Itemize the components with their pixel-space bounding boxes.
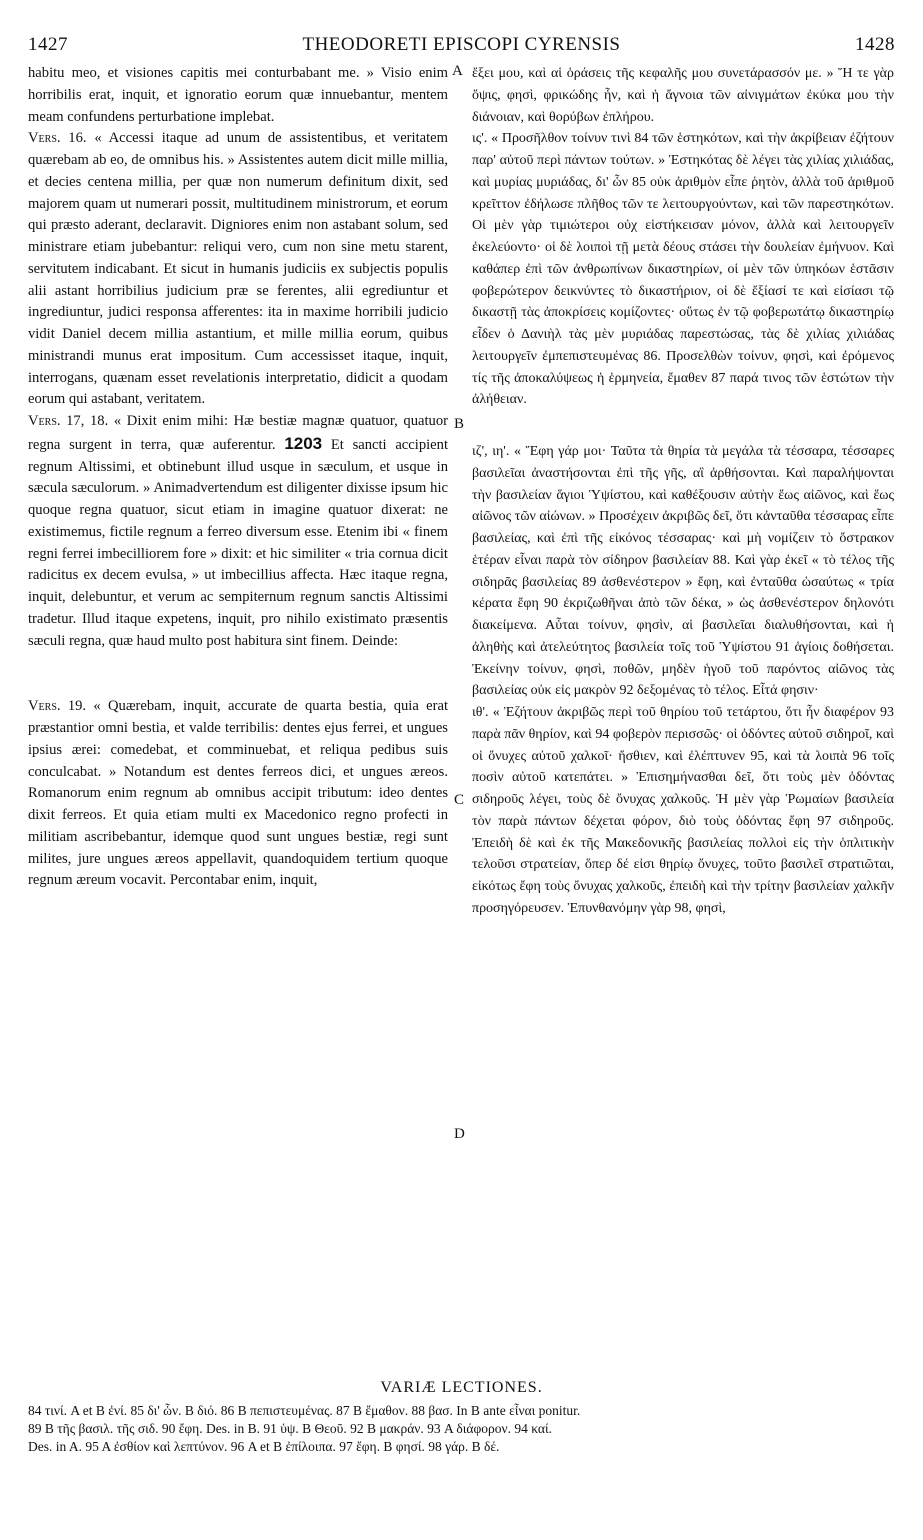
verse-label: ιζ', ιη'. <box>472 444 510 459</box>
spacer <box>28 652 448 696</box>
running-title: THEODORETI EPISCOPI CYRENSIS <box>302 34 621 55</box>
latin-paragraph: habitu meo, et visiones capitis mei conturbabant me. » Visio enim horribilis erat, inquit, et ignoratio eorum quæ innuebantur, mentem meam confundens perturbatione implebat. <box>28 65 448 125</box>
greek-paragraph: ιζ', ιη'. « Ἔφη γάρ μοι· Ταῦτα τὰ θηρία τὰ μεγάλα τὰ τέσσαρα, τέσσαρες βασιλεῖαι ἀναστήσονται ἐπὶ τῆς γῆς, αἳ ἀρθήσονται. Καὶ παραλήψονται τὴν βασιλείαν ἅγιοι Ὑψίστου, καὶ καθέξουσιν αὐτὴν ἕως αἰῶνος, καὶ ἕως αἰῶνος τῶν αἰώνων. » Προσέχειν ἀκριβῶς δεῖ, ὅτι κἀνταῦθα τέσσαρας εἶπε βασιλείας, καὶ ἐπὶ τῆς εἰκόνος τέσσαρας· καὶ μὴ νομίζειν τὸ ὄστρακον ἑτέραν εἶναι παρὰ τὸν σίδηρον βασιλείαν 88. Καὶ γὰρ ἐκεῖ « τὸ τέλος τῆς σιδηρᾶς βασιλείας 89 ἀσθενέστερον » ἔφη, καὶ ἐνταῦθα ὡσαύτως « τρία κέρατα ἔφη 90 ἐκριζωθῆναι ἀπὸ τῶν δέκα, » ὡς ἀσθενέστερον δηλονότι διακείμενα. Αὗται τοίνυν, φησὶν, αἱ βασιλεῖαι διαλυθήσονται, καὶ ἡ ἀληθὴς καὶ ἀτελεύτητος βασιλεία τοῖς τοῦ Ὑψίστου 91 ἁγίοις δοθήσεται. Ἐκείνην τοίνυν, φησὶ, ποθῶν, μηδὲν ἡγοῦ τοῦ παρόντος αἰῶνος τὰς βασιλείας οὐκ εἰς μακρὸν 92 δεξομένας τὸ τέλος. Εἶτά φησιν· <box>472 444 894 699</box>
latin-paragraph: Vers. 19. « Quærebam, inquit, accurate de quarta bestia, quia erat præstantior omni bestia, et valde terribilis: dentes ejus ferrei, et ungues ipsius ærei: comedebat, et comminuebat, et reliqua pedibus suis conculcabat. » Notandum est dentes ferreos dici, et ungues æreos. Romanorum enim regnum ab omnibus accipit tributum: ideo dentes dixit ferreos. Et quia etiam multi ex Macedonico regno profecti in militiam ascribebantur, idemque quod sunt ungues bestiæ, regi sunt milites, jure ungues æreos appellavit, quandoquidem tertium quoque regnum æreum vocavit. Percontabar enim, inquit, <box>28 698 449 889</box>
latin-column <box>28 63 448 892</box>
note-line: Des. in A. 95 A ἐσθίον καὶ λεπτύνον. 96 A et B ἐπίλοιπα. 97 ἔφη. B φησί. 98 γάρ. B δέ. <box>28 1439 500 1454</box>
variae-lectiones-heading: VARIÆ LECTIONES. <box>380 1379 543 1396</box>
greek-paragraph: ἔξει μου, καὶ αἱ ὁράσεις τῆς κεφαλῆς μου συνετάρασσόν με. » Ἥ τε γὰρ ὄψις, φησὶ, φρικώδης ἦν, καὶ ἡ ἄγνοια τῶν αἰνιγμάτων ἐκύκα μου τὴν διάνοιαν, καὶ θορύβων ἐπλήρου. <box>472 66 894 125</box>
column-number: 1203 <box>284 433 323 453</box>
verse-label: ιθ'. <box>472 705 489 720</box>
verse-label: Vers. 19. <box>28 698 87 715</box>
margin-letter-b: B <box>454 416 465 432</box>
margin-letter-c: C <box>454 792 465 808</box>
note-line: 84 τινί. A et B ἐνί. 85 δι' ὧν. B διό. 86 B πεπιστευμένας. 87 B ἔμαθον. 88 βασ. In B ante εἶναι ponitur. <box>28 1403 581 1418</box>
margin-letter-a: A <box>452 63 463 79</box>
page-header <box>28 34 895 58</box>
latin-paragraph: Vers. 16. « Accessi itaque ad unum de assistentibus, et veritatem quærebam ab eo, de omnibus his. » Assistentes autem dicit mille millia, et decies centena millia, per quæ non numerum definitum dixit, sed majorem quam ut numerari possit, multitudinem ministrorum, et eorum qui præsto aderant, declaravit. Digniores enim non astabant solum, sed ministrare etiam jubebantur: reliqui vero, cum non sine metu starent, servitutem indicabant. Et sicut in humanis judiciis ex subjectis populis alii astant horribilius judicium præ se ferentes, alii egrediuntur et ingrediuntur, judici responsa afferentes: ita in maxime horribili judicio vidit Daniel decem millia astantium, et mille millia eorum, quibus ministrandi munus erat impositum. Cum accessisset itaque, inquit, interrogans, quænam esset revelationis interpretatio, didicit a quodam eorum qui astabant, veritatem. <box>28 130 449 408</box>
verse-label: Vers. 16. <box>28 130 87 147</box>
verse-label: Vers. 17, 18. <box>28 413 109 429</box>
verse-label: ις'. <box>472 131 488 147</box>
page-number-left: 1427 <box>28 34 68 55</box>
page-number-right: 1428 <box>855 34 895 55</box>
margin-letter-d: D <box>454 1126 465 1142</box>
latin-paragraph: Vers. 17, 18. « Dixit enim mihi: Hæ bestiæ magnæ quatuor, quatuor regna surgent in terra, quæ auferentur. 1203 Et sancti accipient regnum Altissimi, et obtinebunt illud usque in sæculum, et usque in sæcula sæculorum. » Animadvertendum est diligenter dixisse ipsum hic quoque regna quatuor, sicut etiam in imagine quatuor dixerat: ne existimemus, fictile regnum a ferreo diversum esse. Etenim ibi « finem regni ferrei imbecilliorem fore » dixit: et hic similiter « tria cornua dicit radicitus ex decem evulsa, » ut imbecillius affecta. Hæc itaque regna, inquit, delebuntur, et verum ac sempiternum regnum sanctis Altissimi tradetur. Illud itaque expetens, inquit, pro nihilo existimato præsentis sæculi regna, quæ haud multo post habitura sint finem. Deinde: <box>28 413 449 649</box>
greek-column <box>472 63 894 920</box>
spacer <box>472 411 894 441</box>
variae-lectiones-notes <box>28 1402 894 1456</box>
note-line: 89 B τῆς βασιλ. τῆς σιδ. 90 ἔφη. Des. in B. 91 ὑψ. B Θεοῦ. 92 B μακράν. 93 A διάφορον. 94 καί. <box>28 1421 552 1436</box>
greek-paragraph: ις'. « Προσῆλθον τοίνυν τινὶ 84 τῶν ἑστηκότων, καὶ τὴν ἀκρίβειαν ἐζήτουν παρ' αὐτοῦ περὶ πάντων τούτων. » Ἑστηκότας δὲ λέγει τὰς χιλίας χιλιάδας, καὶ μυρίας μυριάδας, δι' ὧν 85 οὐκ ἀριθμὸν εἶπε ῥητὸν, ἀλλὰ τοῦ ἀριθμοῦ κρεῖττον ἐδήλωσε πλῆθος τῶν τε λειτουργούντων, καὶ τῶν παρεστηκότων. Οἱ μὲν γὰρ τιμιώτεροι οὐχ εἱστήκεισαν μόνον, ἀλλὰ καὶ λειτουργεῖν ἐκελεύοντο· οἱ δὲ λοιποὶ τῇ μετὰ δέους στάσει τὴν δουλείαν ἐμήνυον. Καὶ καθάπερ ἐπὶ τῶν ἀνθρωπίνων δικαστηρίων, οἱ μὲν τῶν ὑπηκόων ἑστᾶσιν φοβερώτερον δεικνύντες τὸ δικαστήριον, οἱ δὲ ἔξίασί τε καὶ εἰσίασι τῷ δικαστῇ τὰς ἀποκρίσεις κομίζοντες· οὕτως ἐν τῷ φοβερωτάτῳ δικαστηρίῳ εἶδεν ὁ Δανιὴλ τὰς μὲν μυριάδας παρεστώσας, τὰς δὲ χιλίας χιλιάδας λειτουργεῖν ἐμπεπιστευμένας 86. Προσελθὼν τοίνυν, φησὶ, καὶ ἐρόμενος τίς τῆς ἀποκαλύψεως ἡ ἑρμηνεία, ἔμαθεν 87 παρά τινος τῶν ἑστώτων τὴν ἀλήθειαν. <box>472 131 895 408</box>
greek-paragraph: ιθ'. « Ἐζήτουν ἀκριβῶς περὶ τοῦ θηρίου τοῦ τετάρτου, ὅτι ἦν διαφέρον 93 παρὰ πᾶν θηρίον, καὶ 94 φοβερὸν περισσῶς· οἱ ὀδόντες αὐτοῦ σιδηροῖ, καὶ οἱ ὄνυχες αὐτοῦ χαλκοῖ· ἤσθιεν, καὶ ἐλέπτυνεν 95, καὶ τὰ λοιπὰ 96 τοῖς ποσὶν αὐτοῦ κατεπάτει. » Ἐπισημήνασθαι δεῖ, ὅτι τοὺς μὲν ὀδόντας σιδηροῦς λέγει, τοὺς δὲ ὄνυχας χαλκοῦς. Ἡ μὲν γὰρ Ῥωμαίων βασιλεία τὸν παρὰ πάντων δέχεται φόρον, διὸ τοὺς ὀδόντας ἔφη 97 σιδηροῦς. Ἐπειδὴ δὲ καὶ ἐκ τῆς Μακεδονικῆς βασιλείας πολλοὶ εἰς τὴν ὁπλιτικὴν τελοῦσι στρατείαν, ὅπερ δέ εἰσι θηρίῳ ὄνυχες, τοῦτο βασιλεῖ στρατιῶται, εἰκότως ἔφη τοὺς ὄνυχας χαλκοῦς, ἐπειδὴ καὶ τὴν τρίτην βασιλείαν χαλκῆν προσηγόρευσεν. Ἐπυνθανόμην γὰρ 98, φησὶ, <box>472 705 895 916</box>
